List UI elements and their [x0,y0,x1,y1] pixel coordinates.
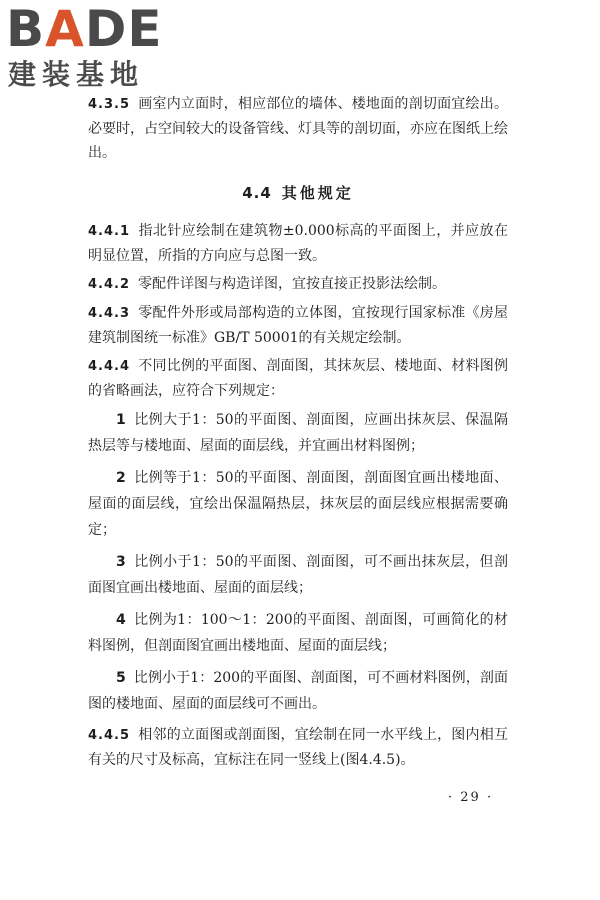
section-title: 其他规定 [281,184,354,202]
clause-4-4-3 [88,301,508,350]
item-text: 比例大于1：50的平面图、剖面图，应画出抹灰层、保温隔热层等与楼地面、屋面的面层线，并宜画出材料图例； [88,412,508,454]
section-heading [88,181,508,205]
clause-text: 指北针应绘制在建筑物±0.000标高的平面图上，并应放在明显位置，所指的方向应与总图一致。 [88,223,508,264]
item-number: 3 [116,554,126,570]
clause-text: 相邻的立面图或剖面图，宜绘制在同一水平线上，图内相互有关的尺寸及标高，宜标注在同一竖线上(图4.4.5)。 [88,727,508,768]
list-item [88,407,508,459]
item-text: 比例为1：100～1：200的平面图、剖面图，可画简化的材料图例，但剖面图宜画出楼地面、屋面的面层线； [88,612,508,654]
logo-subtitle: 建装基地 [8,58,145,91]
clause-number: 4.3.5 [88,97,131,112]
item-number: 5 [116,670,126,686]
item-number: 1 [116,412,126,428]
clause-text: 零配件详图与构造详图，宜按直接正投影法绘制。 [138,276,447,292]
section-number: 4.4 [242,184,272,202]
clause-number: 4.4.5 [88,728,131,743]
item-text: 比例等于1：50的平面图、剖面图，剖面图宜画出楼地面、屋面的面层线，宜绘出保温隔热层，抹灰层的面层线应根据需要确定； [88,470,508,538]
page-body [88,92,508,776]
clause-text: 不同比例的平面图、剖面图，其抹灰层、楼地面、材料图例的省略画法，应符合下列规定： [88,358,508,399]
item-number: 4 [116,612,126,628]
clause-text: 零配件外形或局部构造的立体图，宜按现行国家标准《房屋建筑制图统一标准》GB/T 50001的有关规定绘制。 [88,305,508,346]
clause-number: 4.4.3 [88,306,131,321]
item-number: 2 [116,470,126,486]
clause-4-4-5 [88,723,508,772]
clause-number: 4.4.2 [88,277,131,292]
clause-4-4-4 [88,354,508,403]
logo-accent-letter: A [45,0,85,58]
clause-number: 4.4.1 [88,224,131,239]
clause-text: 画室内立面时，相应部位的墙体、楼地面的剖切面宜绘出。必要时，占空间较大的设备管线、灯具等的剖切面，亦应在图纸上绘出。 [88,96,508,161]
list-item [88,549,508,601]
clause-4-3-5 [88,92,508,165]
page-number: · 29 · [448,790,494,805]
list-item [88,665,508,717]
bade-logo [6,0,176,94]
list-item [88,465,508,543]
list-item [88,607,508,659]
item-text: 比例小于1：200的平面图、剖面图，可不画材料图例，剖面图的楼地面、屋面的面层线可不画出。 [88,670,508,712]
clause-4-4-2 [88,272,508,297]
clause-4-4-1 [88,219,508,268]
clause-number: 4.4.4 [88,359,131,374]
item-text: 比例小于1：50的平面图、剖面图，可不画出抹灰层，但剖面图宜画出楼地面、屋面的面层线； [88,554,508,596]
logo-wordmark: BADE [6,0,163,58]
